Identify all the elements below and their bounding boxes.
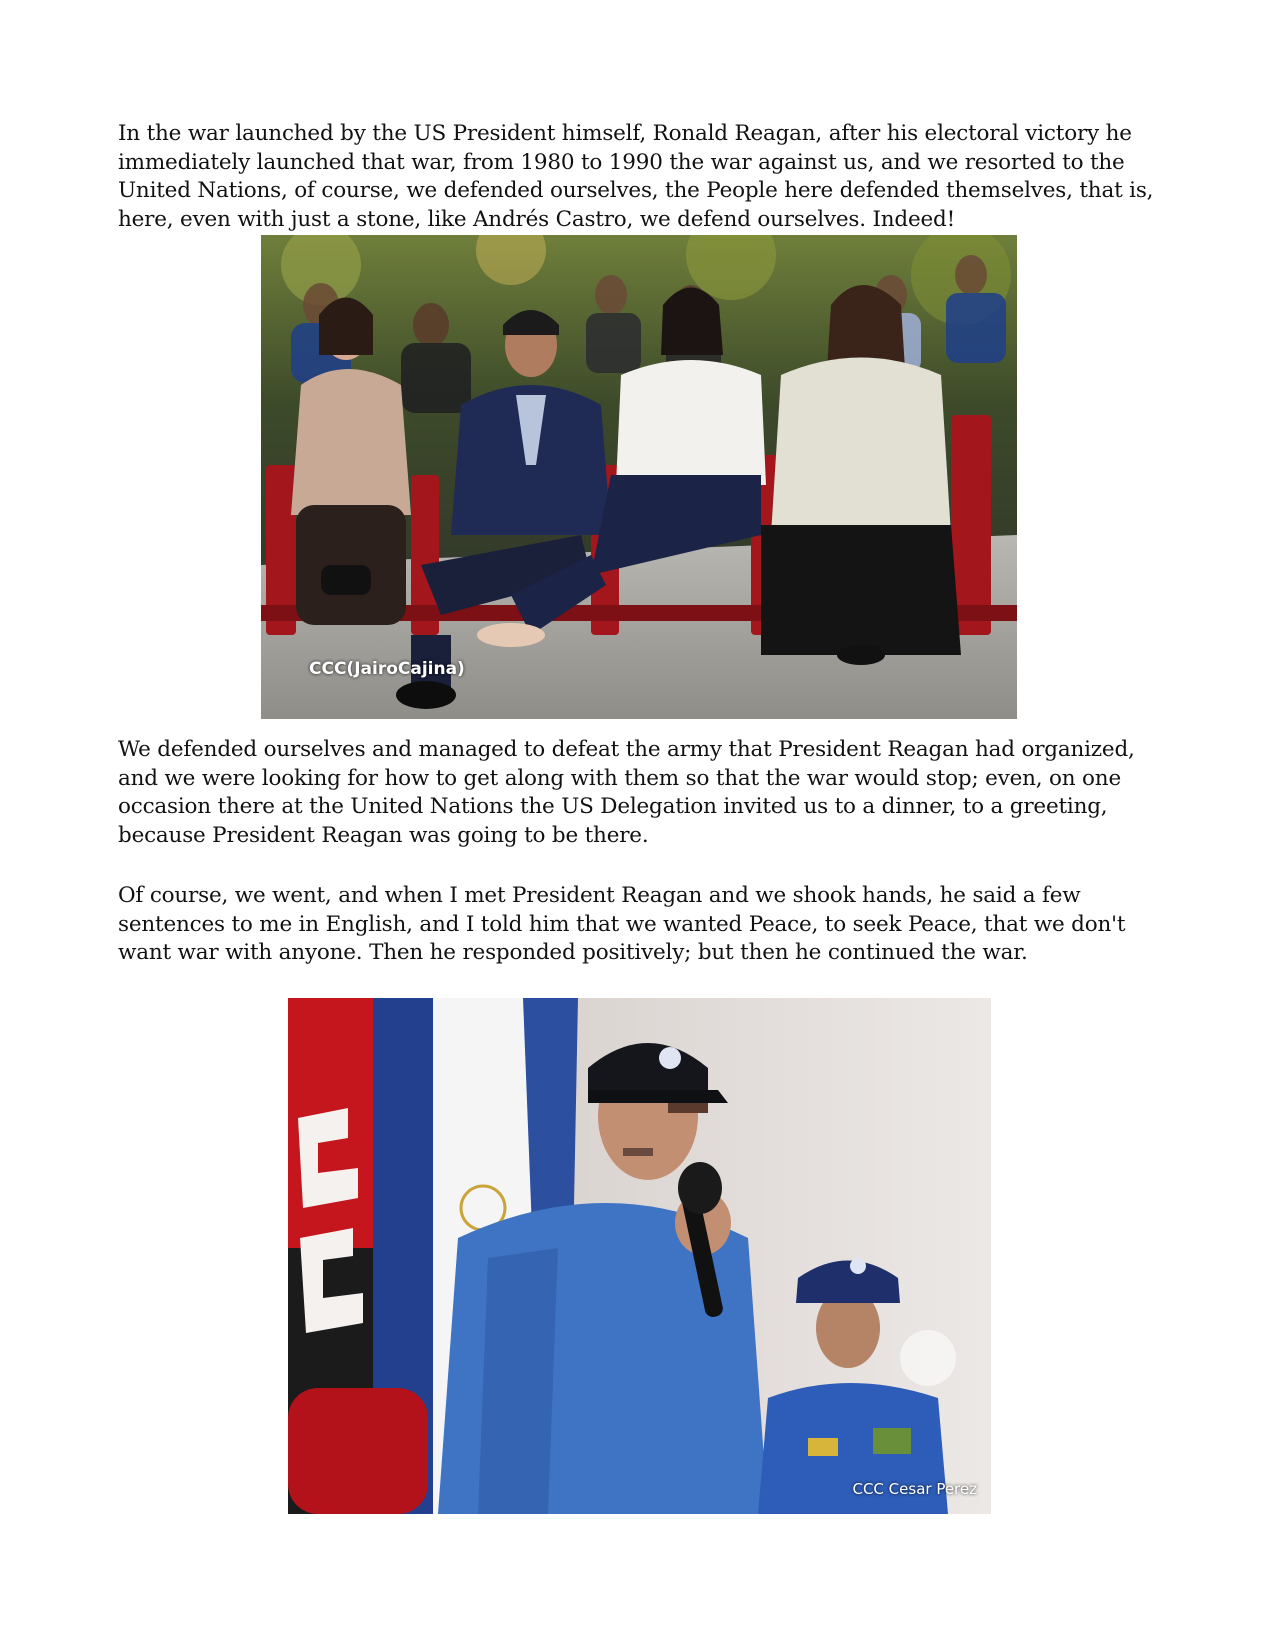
audience-illustration	[261, 235, 1017, 719]
paragraph-2: We defended ourselves and managed to defeat the army that President Reagan had organized, and we were looking for how to get along with them so that the war would stop; even, on one occasion there at the United Nations the US Delegation invited us to a dinner, to a greeting, because President Reagan was going to be there.	[118, 737, 1135, 848]
photo-speaker-microphone	[288, 998, 991, 1514]
paragraph-1: In the war launched by the US President himself, Ronald Reagan, after his electoral victory he immediately launched that war, from 1980 to 1990 the war against us, and we resorted to the United Nations, of course, we defended ourselves, the People here defended themselves, that is, here, even with just a stone, like Andrés Castro, we defend ourselves. Indeed!	[118, 121, 1154, 232]
speaker-illustration	[288, 998, 991, 1514]
paragraph-3: Of course, we went, and when I met President Reagan and we shook hands, he said a few sentences to me in English, and I told him that we wanted Peace, to seek Peace, that we don't want war with anyone. Then he responded positively; but then he continued the war.	[118, 883, 1126, 966]
photo-audience-seated	[261, 235, 1017, 719]
photo-credit-1: CCC(JairoCajina)	[309, 659, 465, 679]
photo-credit-2: CCC Cesar Perez	[852, 1480, 977, 1498]
